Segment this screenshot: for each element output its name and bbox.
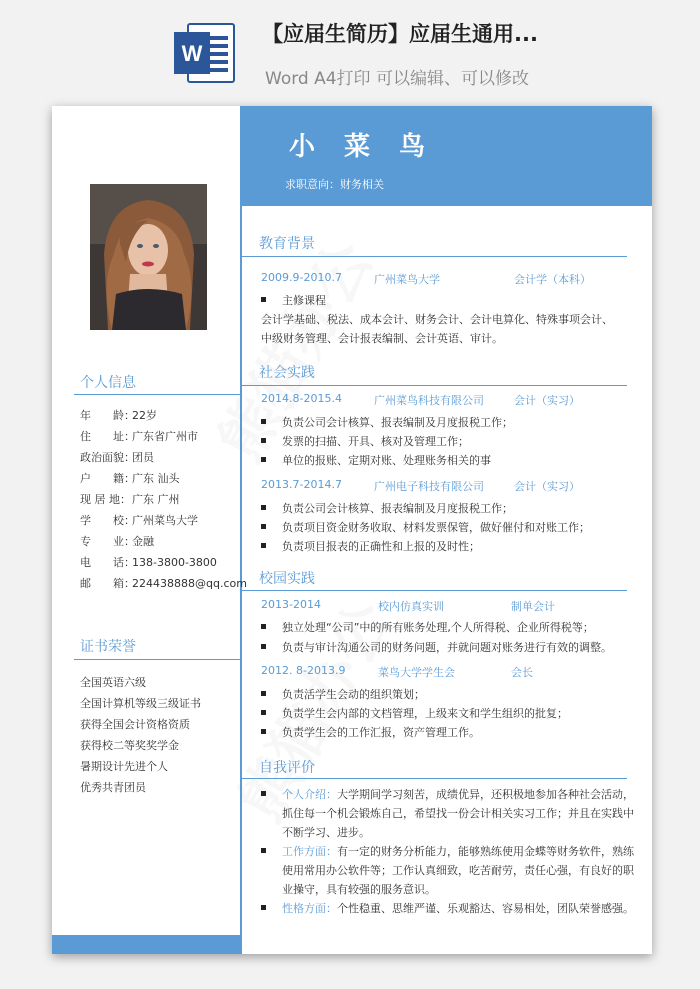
certificate-item: 全国计算机等级三级证书 bbox=[80, 697, 201, 710]
info-row: 住 址：广东省广州市 bbox=[80, 430, 198, 443]
word-icon-letter: W bbox=[181, 41, 203, 66]
campus-period: 2012. 8-2013.9 bbox=[261, 664, 346, 677]
education-title: 教育背景 bbox=[259, 236, 315, 252]
job-company: 广州电子科技有限公司 bbox=[374, 480, 484, 493]
job-duty: 发票的扫描、开具、核对及管理工作； bbox=[261, 433, 469, 449]
bottom-bar bbox=[52, 935, 241, 954]
job-duty: 单位的报账、定期对账、处理账务相关的事 bbox=[261, 452, 491, 468]
certificate-item: 优秀共青团员 bbox=[80, 781, 146, 794]
info-row: 年 龄：22岁 bbox=[80, 409, 157, 422]
job-intent bbox=[285, 176, 384, 192]
section-underline bbox=[242, 778, 627, 779]
section-underline bbox=[242, 590, 627, 591]
campus-org: 校内仿真实训 bbox=[378, 600, 444, 613]
self-eval-item: 工作方面：有一定的财务分析能力，能够熟练使用金蝶等财务软件，熟练 bbox=[261, 843, 634, 859]
campus-duty: 负责与审计沟通公司的财务问题，并就问题对账务进行有效的调整。 bbox=[261, 639, 612, 655]
info-row: 现 居 地：广东 广州 bbox=[80, 493, 180, 506]
document-title: 【应届生简历】应届生通用... bbox=[262, 22, 538, 46]
job-duty: 负责公司会计核算、报表编制及月度报税工作； bbox=[261, 414, 513, 430]
self-eval-title: 自我评价 bbox=[259, 760, 315, 776]
campus-duty: 独立处理“公司”中的所有账务处理,个人所得税、企业所得税等； bbox=[261, 619, 594, 635]
course-bullet: 主修课程 bbox=[261, 292, 326, 308]
job-duty: 负责公司会计核算、报表编制及月度报税工作； bbox=[261, 500, 513, 516]
certificate-item: 获得校二等奖奖学金 bbox=[80, 739, 179, 752]
info-row: 邮 箱：224438888@qq.com bbox=[80, 577, 247, 590]
certificate-item: 暑期设计先进个人 bbox=[80, 760, 168, 773]
info-row: 电 话：138-3800-3800 bbox=[80, 556, 217, 569]
section-underline bbox=[74, 659, 240, 660]
job-intent-label: 求职意向： bbox=[285, 178, 340, 191]
campus-duty: 负责活学生会动的组织策划； bbox=[261, 686, 425, 702]
certificates-title: 证书荣誉 bbox=[80, 639, 136, 655]
self-eval-line: 使用常用办公软件等；工作认真细致，吃苦耐劳，责任心强，有良好的职 bbox=[282, 864, 634, 877]
self-eval-item: 性格方面：个性稳重、思维严谨、乐观豁达、容易相处，团队荣誉感强。 bbox=[261, 900, 634, 916]
self-eval-item: 个人介绍：大学期间学习刻苦，成绩优异，还积极地参加各种社会活动， bbox=[261, 786, 634, 802]
self-eval-line: 不断学习、进步。 bbox=[282, 826, 370, 839]
info-row: 政治面貌：团员 bbox=[80, 451, 154, 464]
job-role: 会计（实习） bbox=[514, 394, 580, 407]
info-row: 专 业：金融 bbox=[80, 535, 154, 548]
job-duty: 负责项目报表的正确性和上报的及时性； bbox=[261, 538, 480, 554]
word-icon bbox=[174, 22, 236, 84]
certificate-item: 获得全国会计资格资质 bbox=[80, 718, 190, 731]
social-practice-title: 社会实践 bbox=[259, 365, 315, 381]
document-subtitle: Word A4打印 可以编辑、可以修改 bbox=[265, 69, 529, 89]
personal-info-title: 个人信息 bbox=[80, 375, 136, 391]
campus-duty: 负责学生会的工作汇报，资产管理工作。 bbox=[261, 724, 480, 740]
job-role: 会计（实习） bbox=[514, 480, 580, 493]
campus-org: 菜鸟大学学生会 bbox=[378, 666, 455, 679]
education-school: 广州菜鸟大学 bbox=[374, 273, 440, 286]
campus-duty: 负责学生会内部的文档管理，上级来文和学生组织的批复； bbox=[261, 705, 568, 721]
section-underline bbox=[242, 256, 627, 257]
job-intent-value: 财务相关 bbox=[340, 178, 384, 191]
info-row: 学 校：广州菜鸟大学 bbox=[80, 514, 198, 527]
certificate-item: 全国英语六级 bbox=[80, 676, 146, 689]
education-major: 会计学（本科） bbox=[514, 273, 591, 286]
job-company: 广州菜鸟科技有限公司 bbox=[374, 394, 484, 407]
job-period: 2014.8-2015.4 bbox=[261, 392, 342, 405]
section-underline bbox=[242, 385, 627, 386]
self-eval-line: 业操守，具有较强的服务意识。 bbox=[282, 883, 436, 896]
document-header bbox=[0, 0, 700, 100]
divider-line bbox=[240, 106, 242, 954]
course-line: 中级财务管理、会计报表编制、会计英语、审计。 bbox=[261, 332, 503, 345]
self-eval-line: 抓住每一个机会锻炼自己，希望找一份会计相关实习工作；并且在实践中 bbox=[282, 807, 634, 820]
resume-page bbox=[52, 106, 652, 954]
campus-period: 2013-2014 bbox=[261, 598, 321, 611]
course-line: 会计学基础、税法、成本会计、财务会计、会计电算化、特殊事项会计、 bbox=[261, 313, 613, 326]
profile-photo bbox=[90, 184, 207, 330]
job-period: 2013.7-2014.7 bbox=[261, 478, 342, 491]
education-period: 2009.9-2010.7 bbox=[261, 271, 342, 284]
info-row: 户 籍：广东 汕头 bbox=[80, 472, 180, 485]
campus-role: 制单会计 bbox=[511, 600, 555, 613]
campus-practice-title: 校园实践 bbox=[259, 571, 315, 587]
campus-role: 会长 bbox=[511, 666, 533, 679]
section-underline bbox=[74, 394, 240, 395]
job-duty: 负责项目资金财务收取、材料发票保管，做好催付和对账工作； bbox=[261, 519, 590, 535]
candidate-name: 小 菜 鸟 bbox=[289, 132, 436, 162]
